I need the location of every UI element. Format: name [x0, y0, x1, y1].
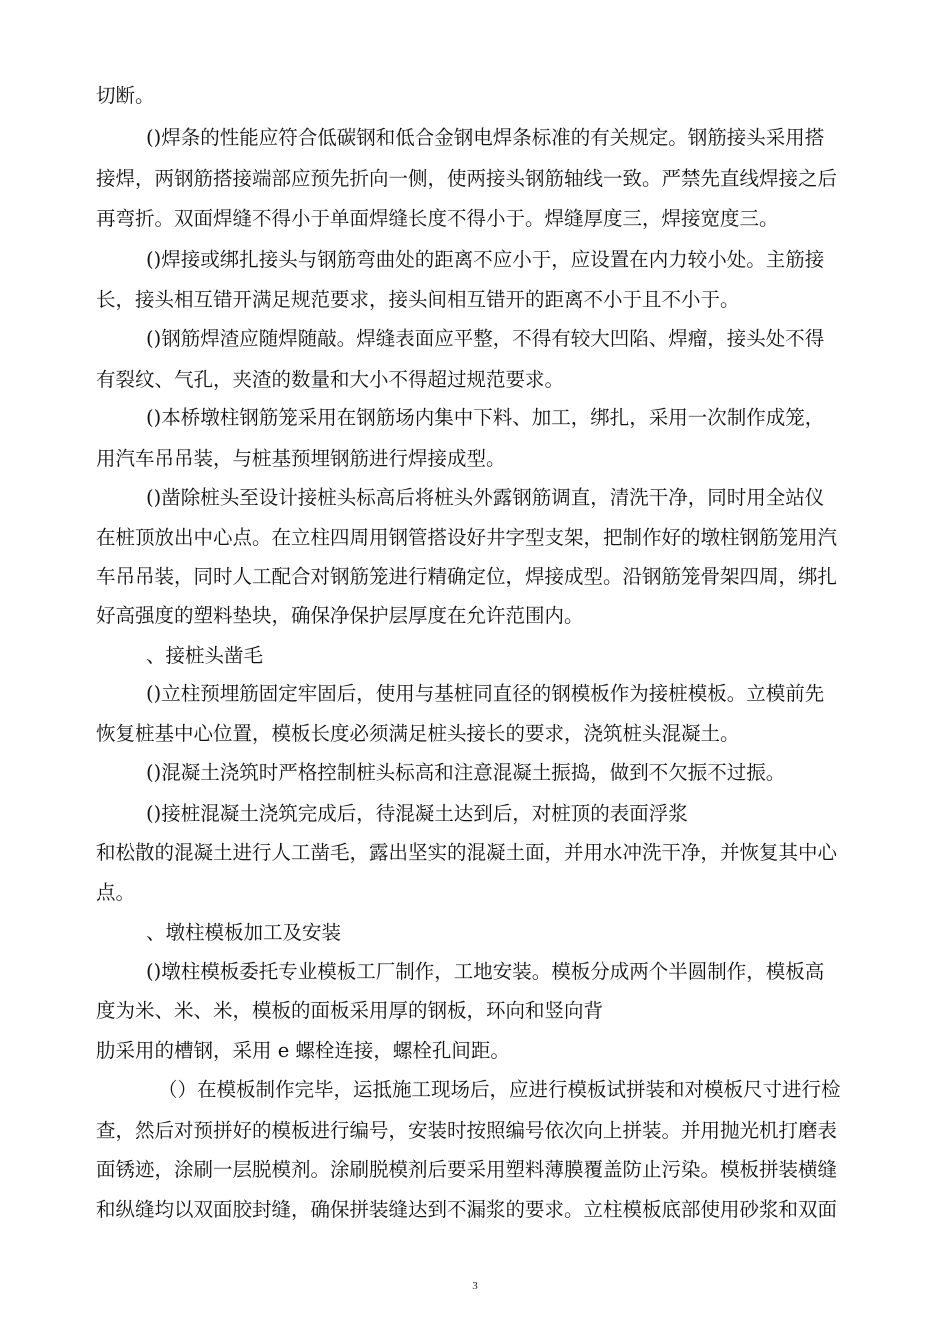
- text-line: 再弯折。双面焊缝不得小于单面焊缝长度不得小于。焊缝厚度三，焊接宽度三。: [96, 207, 779, 230]
- text-line: 面锈迹，涂刷一层脱模剂。涂刷脱模剂后要采用塑料薄膜覆盖防止污染。模板拼装横缝: [96, 1158, 838, 1181]
- text-line: 和松散的混凝土进行人工凿毛，露出坚实的混凝土面，并用水冲洗干净，并恢复其中心: [96, 841, 838, 864]
- text-line: ()墩柱模板委托专业模板工厂制作，工地安装。模板分成两个半圆制作，模板高: [146, 960, 825, 983]
- text-line: ()本桥墩柱钢筋笼采用在钢筋场内集中下料、加工，绑扎，采用一次制作成笼，: [146, 406, 825, 429]
- page-number: 3: [472, 1280, 478, 1292]
- section-heading: 、接桩头凿毛: [146, 644, 264, 667]
- text-line: 车吊吊装，同时人工配合对钢筋笼进行精确定位，焊接成型。沿钢筋笼骨架四周，绑扎: [96, 565, 838, 588]
- text-line: 和纵缝均以双面胶封缝，确保拼装缝达到不漏浆的要求。立柱模板底部使用砂浆和双面: [96, 1198, 838, 1221]
- text-line: ()接桩混凝土浇筑完成后，待混凝土达到后，对桩顶的表面浮浆: [146, 802, 688, 825]
- text-line: 在桩顶放出中心点。在立柱四周用钢管搭设好井字型支架，把制作好的墩柱钢筋笼用汽: [96, 526, 838, 549]
- text-line: ()立柱预埋筋固定牢固后，使用与基桩同直径的钢模板作为接桩模板。立模前先: [146, 682, 825, 705]
- text-line: ()凿除桩头至设计接桩头标高后将桩头外露钢筋调直，清洗干净，同时用全站仪: [146, 486, 825, 509]
- text-line: （）在模板制作完毕，运抵施工现场后，应进行模板试拼装和对模板尺寸进行检: [158, 1078, 841, 1101]
- text-line: 查，然后对预拼好的模板进行编号，安装时按照编号依次向上拼装。并用抛光机打磨表: [96, 1119, 838, 1142]
- text-line: ()焊条的性能应符合低碳钢和低合金钢电焊条标准的有关规定。钢筋接头采用搭: [146, 126, 825, 149]
- text-line: ()焊接或绑扎接头与钢筋弯曲处的距离不应小于，应设置在内力较小处。主筋接: [146, 248, 825, 271]
- text-line: 用汽车吊吊装，与桩基预埋钢筋进行焊接成型。: [96, 447, 506, 470]
- text-line: 切断。: [96, 84, 155, 107]
- text-line: ()钢筋焊渣应随焊随敲。焊缝表面应平整，不得有较大凹陷、焊瘤，接头处不得: [146, 327, 825, 350]
- text-line: 有裂纹、气孔，夹渣的数量和大小不得超过规范要求。: [96, 368, 565, 391]
- section-heading: 、墩柱模板加工及安装: [146, 921, 342, 944]
- text-line: 恢复桩基中心位置，模板长度必须满足桩头接长的要求，浇筑桩头混凝土。: [96, 722, 740, 745]
- text-line: 肋采用的槽钢，采用 e 螺栓连接，螺栓孔间距。: [96, 1039, 510, 1062]
- text-line: 点。: [96, 881, 136, 904]
- text-line: 长，接头相互错开满足规范要求，接头间相互错开的距离不小于且不小于。: [96, 288, 740, 311]
- text-line: 度为米、米、米，模板的面板采用厚的钢板，环向和竖向背: [96, 999, 604, 1022]
- text-line: 接焊，两钢筋搭接端部应预先折向一侧，使两接头钢筋轴线一致。严禁先直线焊接之后: [96, 167, 838, 190]
- text-line: 好高强度的塑料垫块，确保净保护层厚度在允许范围内。: [96, 604, 584, 627]
- text-line: ()混凝土浇筑时严格控制桩头标高和注意混凝土振捣，做到不欠振不过振。: [146, 761, 786, 784]
